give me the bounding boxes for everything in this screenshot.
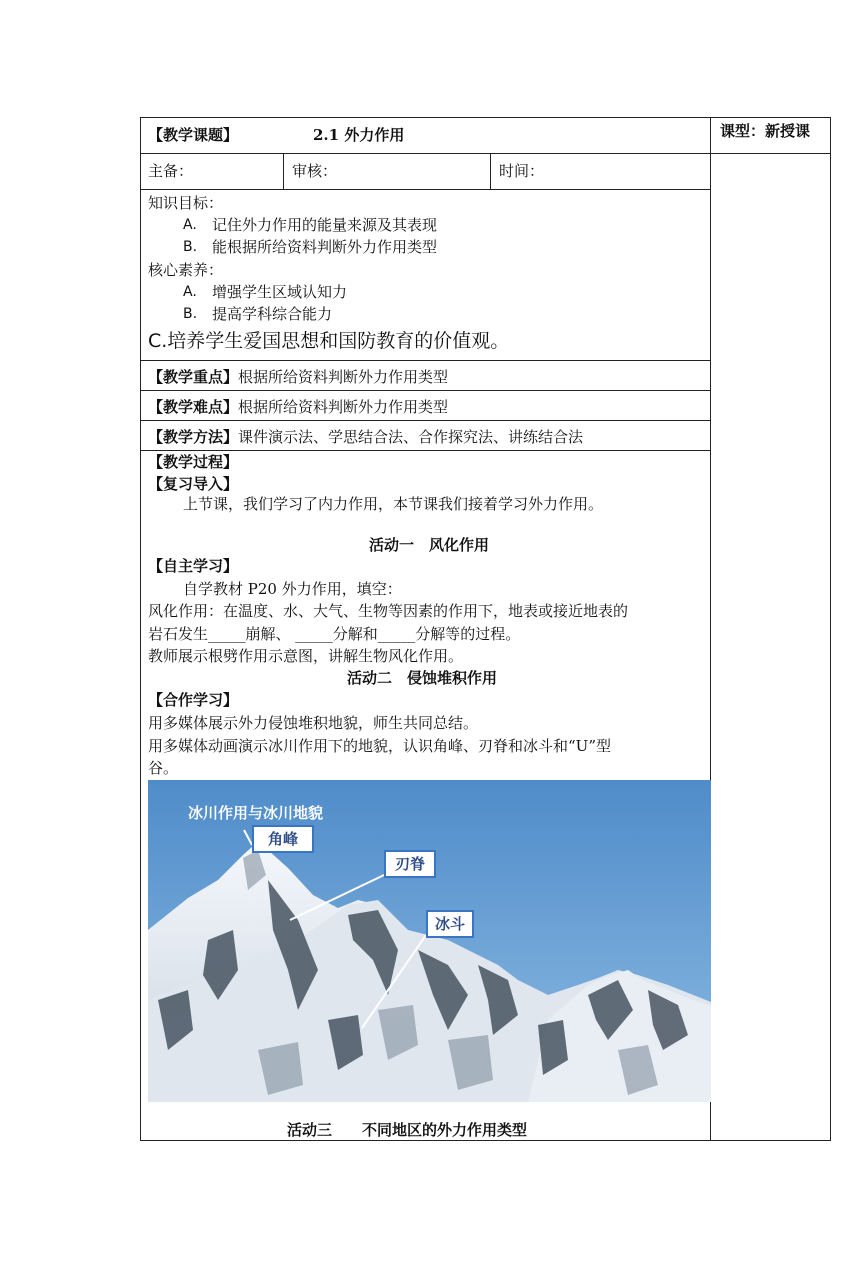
- core-item: 提高学科综合能力: [212, 305, 333, 323]
- row-divider: [140, 153, 831, 154]
- table-sidecol-right-border: [830, 117, 831, 1141]
- self-study-heading: 【自主学习】: [148, 557, 239, 575]
- methods-label: 【教学方法】: [148, 428, 239, 446]
- lesson-title: 2.1 外力作用: [313, 126, 405, 144]
- key-point-label: 【教学重点】: [148, 368, 239, 386]
- coop-line-2: 用多媒体动画演示冰川作用下的地貌，认识角峰、刃脊和冰斗和“U”型: [148, 737, 611, 755]
- label-arete: 刃脊: [384, 850, 436, 878]
- table-bottom-border: [140, 1140, 831, 1141]
- knowledge-item: 能根据所给资料判断外力作用类型: [212, 238, 438, 256]
- coop-study-heading: 【合作学习】: [148, 691, 239, 709]
- row-divider: [140, 189, 711, 190]
- cell-divider: [283, 153, 284, 190]
- row-divider: [140, 390, 711, 391]
- process-heading: 【教学过程】: [148, 453, 239, 471]
- preparer-label: 主备：: [148, 162, 194, 180]
- key-point-text: 根据所给资料判断外力作用类型: [238, 368, 449, 386]
- list-marker: B.: [183, 306, 198, 322]
- time-label: 时间：: [499, 162, 545, 180]
- table-top-border: [140, 117, 831, 118]
- methods-row: [148, 430, 583, 445]
- activity-three-title: 活动三 不同地区的外力作用类型: [287, 1121, 528, 1139]
- review-text: 上节课，我们学习了内力作用，本节课我们接着学习外力作用。: [183, 495, 604, 513]
- row-divider: [140, 420, 711, 421]
- list-marker: A.: [183, 284, 197, 300]
- self-study-text: 自学教材 P20 外力作用，填空：: [183, 580, 402, 598]
- list-marker: B.: [183, 239, 198, 255]
- lesson-type: 课型：新授课: [720, 122, 811, 140]
- difficulty-row: [148, 400, 448, 415]
- figure-title: 冰川作用与冰川地貌: [188, 804, 324, 822]
- weathering-line-1: 风化作用：在温度、水、大气、生物等因素的作用下，地表或接近地表的: [148, 602, 629, 620]
- key-point-row: [148, 370, 448, 385]
- core-item-c: C.培养学生爱国思想和国防教育的价值观。: [148, 330, 510, 352]
- cell-divider: [490, 153, 491, 190]
- methods-text: 课件演示法、学思结合法、合作探究法、讲练结合法: [238, 428, 584, 446]
- table-outer-left-border: [140, 117, 141, 1141]
- knowledge-heading: 知识目标：: [148, 194, 224, 212]
- activity-one-title: 活动一 风化作用: [369, 536, 490, 554]
- difficulty-label: 【教学难点】: [148, 398, 239, 416]
- list-marker: A.: [183, 217, 197, 233]
- row-divider: [140, 450, 711, 451]
- label-cirque: 冰斗: [426, 910, 474, 938]
- glacier-landform-image: [148, 780, 711, 1102]
- coop-line-3: 谷。: [148, 759, 179, 777]
- teacher-text: 教师展示根劈作用示意图，讲解生物风化作用。: [148, 647, 464, 665]
- label-horn-peak: 角峰: [252, 825, 314, 853]
- reviewer-label: 审核：: [292, 162, 338, 180]
- coop-line-1: 用多媒体展示外力侵蚀堆积地貌，师生共同总结。: [148, 714, 479, 732]
- core-heading: 核心素养：: [148, 261, 224, 279]
- knowledge-item: 记住外力作用的能量来源及其表现: [212, 216, 438, 234]
- review-heading: 【复习导入】: [148, 475, 239, 493]
- core-item: 增强学生区域认知力: [212, 283, 348, 301]
- lesson-title-label: 【教学课题】: [148, 126, 239, 144]
- difficulty-text: 根据所给资料判断外力作用类型: [238, 398, 449, 416]
- weathering-line-2: 岩石发生_____崩解、 _____分解和_____分解等的过程。: [148, 625, 521, 643]
- row-divider: [140, 360, 711, 361]
- activity-two-title: 活动二 侵蚀堆积作用: [347, 669, 498, 687]
